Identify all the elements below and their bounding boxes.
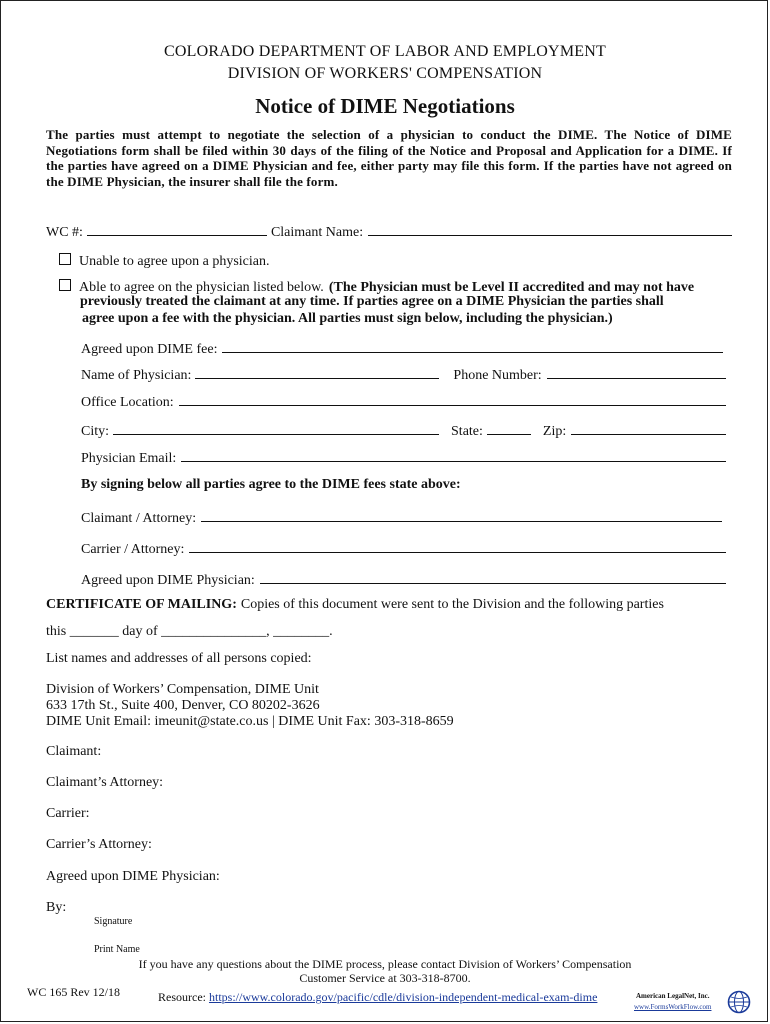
able-note-line-2: previously treated the claimant at any time. If parties agree on a DIME Physician the parties shall	[80, 294, 664, 309]
state-field[interactable]	[487, 420, 531, 435]
fee-row	[81, 338, 723, 358]
city-field[interactable]	[113, 420, 439, 435]
contact-line-2: Customer Service at 303-318-8700.	[299, 971, 471, 985]
unable-label: Unable to agree upon a physician.	[79, 254, 270, 269]
party-dime-physician-label: Agreed upon DIME Physician:	[46, 869, 220, 884]
office-label: Office Location:	[81, 395, 174, 410]
by-label: By:	[46, 900, 67, 915]
party-claimant-attorney-label: Claimant’s Attorney:	[46, 775, 164, 790]
physician-signature-field[interactable]	[260, 569, 726, 584]
contact-line-1: If you have any questions about the DIME process, please contact Division of Workers’ Compensation	[138, 957, 632, 971]
claimant-name-field[interactable]	[368, 221, 732, 236]
unable-checkbox[interactable]	[59, 253, 71, 265]
signing-heading: By signing below all parties agree to the DIME fees state above:	[81, 477, 461, 492]
certificate-text: Copies of this document were sent to the Division and the following parties	[240, 597, 664, 612]
department-heading: COLORADO DEPARTMENT OF LABOR AND EMPLOYMENT	[164, 43, 606, 60]
division-address-line-3: DIME Unit Email: imeunit@state.co.us | DIME Unit Fax: 303-318-8659	[46, 714, 454, 729]
form-title: Notice of DIME Negotiations	[255, 94, 515, 118]
option-unable-row	[59, 253, 270, 270]
email-row	[81, 447, 726, 467]
copied-list-label: List names and addresses of all persons copied:	[46, 651, 312, 666]
physician-phone-row	[81, 364, 726, 384]
form-id: WC 165 Rev 12/18	[27, 985, 120, 999]
division-address-line-1: Division of Workers’ Compensation, DIME Unit	[46, 682, 319, 697]
city-state-zip-row	[81, 420, 726, 440]
zip-field[interactable]	[571, 420, 726, 435]
print-name-caption: Print Name	[94, 944, 140, 955]
division-heading: DIVISION OF WORKERS' COMPENSATION	[227, 65, 543, 82]
publisher-logo	[634, 990, 754, 1016]
carrier-sign-row	[81, 538, 726, 558]
email-label: Physician Email:	[81, 451, 177, 466]
resource-line	[158, 990, 597, 1005]
intro-paragraph: The parties must attempt to negotiate the selection of a physician to conduct the DIME. The Notice of DIME Negotiations form shall be filed within 30 days of the filing of the Notice and Proposal and Application for a DIME. If the parties have agreed on a DIME Physician and fee, either party may file this form. If the parties have not agreed on the DIME Physician, the insurer shall file the form.	[46, 127, 732, 189]
claimant-name-label: Claimant Name:	[270, 225, 364, 240]
fee-label: Agreed upon DIME fee:	[81, 342, 218, 357]
able-note-line-3: agree upon a fee with the physician. All parties must sign below, including the physician.)	[82, 311, 613, 326]
publisher-link[interactable]: www.FormsWorkFlow.com	[634, 1003, 712, 1011]
claimant-sign-row	[81, 507, 722, 527]
publisher-name: American LegalNet, Inc.	[636, 992, 710, 1000]
state-label: State:	[451, 424, 483, 439]
able-checkbox[interactable]	[59, 279, 71, 291]
physician-sign-row	[81, 569, 726, 589]
office-field[interactable]	[179, 391, 726, 406]
city-label: City:	[81, 424, 110, 439]
certificate-date-line: this _______ day of _______________, ________.	[46, 624, 333, 639]
wc-claimant-row	[46, 221, 732, 241]
wc-number-field[interactable]	[87, 221, 267, 236]
party-carrier-label: Carrier:	[46, 806, 90, 821]
physician-sign-label: Agreed upon DIME Physician:	[81, 573, 255, 588]
claimant-attorney-label: Claimant / Attorney:	[81, 511, 197, 526]
division-address-line-2: 633 17th St., Suite 400, Denver, CO 80202-3626	[46, 698, 320, 713]
zip-label: Zip:	[542, 424, 567, 439]
fee-field[interactable]	[222, 338, 723, 353]
email-field[interactable]	[181, 447, 726, 462]
physician-name-field[interactable]	[195, 364, 439, 379]
party-claimant-label: Claimant:	[46, 744, 102, 759]
wc-label: WC #:	[46, 225, 83, 240]
globe-icon	[727, 990, 751, 1014]
physician-name-label: Name of Physician:	[81, 368, 192, 383]
resource-link[interactable]: https://www.colorado.gov/pacific/cdle/division-independent-medical-exam-dime	[208, 990, 598, 1004]
claimant-attorney-signature-field[interactable]	[201, 507, 722, 522]
resource-label: Resource:	[158, 990, 206, 1004]
office-row	[81, 391, 726, 411]
party-carrier-attorney-label: Carrier’s Attorney:	[46, 837, 152, 852]
phone-field[interactable]	[547, 364, 726, 379]
carrier-attorney-label: Carrier / Attorney:	[81, 542, 185, 557]
able-label: Able to agree on the physician listed below.	[79, 280, 324, 295]
phone-label: Phone Number:	[453, 368, 542, 383]
certificate-label: CERTIFICATE OF MAILING:	[46, 597, 237, 612]
able-note-line-1: (The Physician must be Level II accredited and may not have	[328, 280, 695, 295]
signature-caption: Signature	[94, 916, 133, 927]
certificate-row	[46, 597, 664, 613]
carrier-attorney-signature-field[interactable]	[189, 538, 726, 553]
